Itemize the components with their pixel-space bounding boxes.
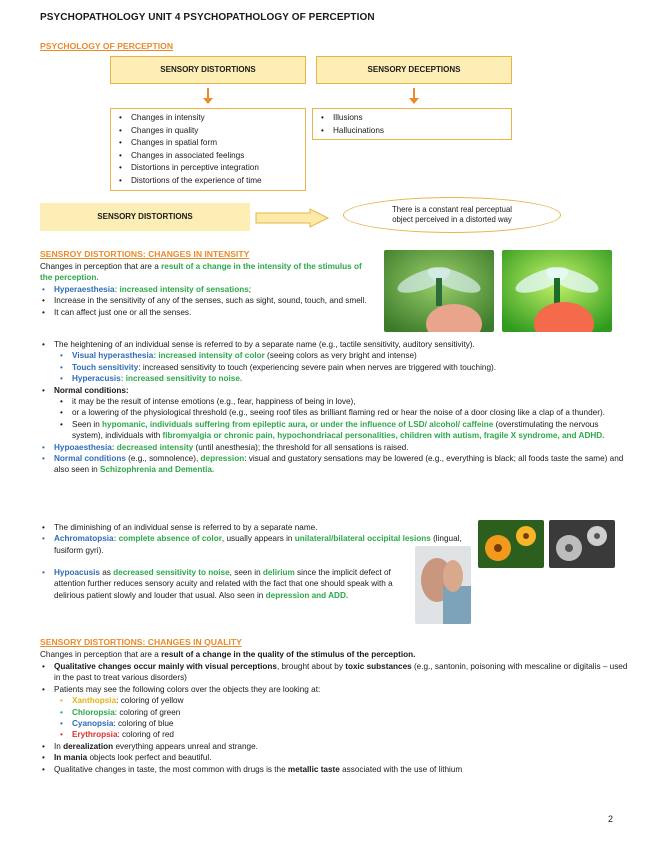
list-item: • Changes in associated feelings bbox=[119, 150, 297, 163]
arrow-right-icon bbox=[255, 208, 330, 228]
list-item: • The diminishing of an individual sense is referred to by a separate name. bbox=[40, 522, 472, 533]
list-item: • Changes in quality bbox=[119, 125, 297, 138]
list-item: • Normal conditions (e.g., somnolence), depression: visual and gustatory sensations may be lowered (e.g., everything is black; all foods taste the same) and also seen in Schizophrenia and Dementia. bbox=[40, 453, 630, 476]
color-list bbox=[60, 695, 630, 741]
list-item: • Qualitative changes occur mainly with visual perceptions, brought about by toxic substances (e.g., santonin, poisoning with mescaline or digitalis – used in the past to treat various disorders) bbox=[40, 661, 630, 684]
list-item: • Distortions in perceptive integration bbox=[119, 162, 297, 175]
list-item: • Increase in the sensitivity of any of the senses, such as sight, sound, touch, and smell. bbox=[40, 295, 380, 306]
distortions-list bbox=[110, 108, 306, 191]
list-item: • Achromatopsia: complete absence of color, usually appears in unilateral/bilateral occipital lesions (lingual, fusiform gyri). bbox=[40, 533, 472, 556]
ear-listening-image bbox=[415, 546, 471, 624]
list-item: • Chloropsia: coloring of green bbox=[60, 707, 630, 718]
dragonfly-image bbox=[384, 250, 494, 332]
list-item: • Illusions bbox=[321, 112, 503, 125]
list-item: • Changes in intensity bbox=[119, 112, 297, 125]
list-item: • The heightening of an individual sense is referred to by a separate name (e.g., tactile sensitivity, auditory sensitivity). bbox=[40, 339, 630, 350]
intensity-list-d bbox=[40, 567, 405, 601]
list-item: • In derealization everything appears unreal and strange. bbox=[40, 741, 630, 752]
arrow-down-icon bbox=[207, 88, 209, 100]
page-number: 2 bbox=[608, 814, 614, 824]
list-item: • Visual hyperasthesia: increased intensity of color (seeing colors as very bright and intense) bbox=[60, 350, 630, 361]
intensity-title: SENSROY DISTORTIONS: CHANGES IN INTENSITY bbox=[40, 249, 250, 259]
intensity-list-a bbox=[40, 284, 380, 318]
intensity-list-c bbox=[40, 522, 472, 556]
intensity-list-b bbox=[40, 339, 630, 476]
list-item: • Cyanopsia: coloring of blue bbox=[60, 718, 630, 729]
list-item: • Xanthopsia: coloring of yellow bbox=[60, 695, 630, 706]
list-item: • Hallucinations bbox=[321, 125, 503, 138]
list-item: • Hyperacusis: increased sensitivity to noise. bbox=[60, 373, 630, 384]
flowers-gray-image bbox=[549, 520, 615, 568]
list-item: • Distortions of the experience of time bbox=[119, 175, 297, 188]
diagram-title: PSYCHOLOGY OF PERCEPTION bbox=[40, 41, 174, 51]
sd-oval: There is a constant real perceptual object perceived in a distorted way bbox=[343, 197, 561, 233]
quality-list bbox=[40, 661, 630, 775]
quality-intro: Changes in perception that are a result of a change in the quality of the stimulus of the perception. bbox=[40, 650, 416, 659]
list-item: • Erythropsia: coloring of red bbox=[60, 729, 630, 740]
list-item: • Normal conditions: bbox=[40, 385, 630, 396]
sd-box: SENSORY DISTORTIONS bbox=[40, 203, 250, 231]
list-item: • Seen in hypomanic, individuals suffering from epileptic aura, or under the influence of LSD/ alcohol/ caffeine (overstimulating the nervous system), individuals with fibromyalgia or chronic pain, hypochondriacal personalities, children with autism, fragile X syndrome, and ADHD. bbox=[60, 419, 630, 442]
list-item: • Changes in spatial form bbox=[119, 137, 297, 150]
list-item: • or a lowering of the physiological threshold (e.g., seeing roof tiles as brilliant flaming red or hear the noise of a door closing like a clap of a thunder). bbox=[60, 407, 630, 418]
deceptions-list bbox=[312, 108, 512, 140]
list-item: • Hypoacusis as decreased sensitivity to noise, seen in delirium since the implicit defect of attention further reduces sensory acuity and related with the fact that one should speak with a delirious patient slowly and louder that usual. Also seen in depression and ADD. bbox=[40, 567, 405, 601]
list-item: • Hyperaesthesia: increased intensity of sensations; bbox=[40, 284, 380, 295]
list-item: • In mania objects look perfect and beautiful. bbox=[40, 752, 630, 763]
sensory-distortions-box: SENSORY DISTORTIONS bbox=[110, 56, 306, 84]
list-item: • It can affect just one or all the senses. bbox=[40, 307, 380, 318]
intensity-intro: Changes in perception that are a result of a change in the intensity of the stimulus of the perception. bbox=[40, 262, 362, 283]
dragonfly-vivid-image bbox=[502, 250, 612, 332]
list-item: • it may be the result of intense emotions (e.g., fear, happiness of being in love), bbox=[60, 396, 630, 407]
page-header: PSYCHOPATHOLOGY UNIT 4 PSYCHOPATHOLOGY OF PERCEPTION bbox=[40, 12, 375, 23]
list-item: • Touch sensitivity: increased sensitivity to touch (experiencing severe pain when nerves are triggered with touching). bbox=[60, 362, 630, 373]
arrow-down-icon bbox=[413, 88, 415, 100]
flowers-color-image bbox=[478, 520, 544, 568]
list-item: • Qualitative changes in taste, the most common with drugs is the metallic taste associated with the use of lithium bbox=[40, 764, 630, 775]
quality-title: SENSORY DISTORTIONS: CHANGES IN QUALITY bbox=[40, 637, 242, 647]
list-item: • Patients may see the following colors over the objects they are looking at: bbox=[40, 684, 630, 695]
sensory-deceptions-box: SENSORY DECEPTIONS bbox=[316, 56, 512, 84]
list-item: • Hypoaesthesia: decreased intensity (until anesthesia); the threshold for all sensations is raised. bbox=[40, 442, 630, 453]
